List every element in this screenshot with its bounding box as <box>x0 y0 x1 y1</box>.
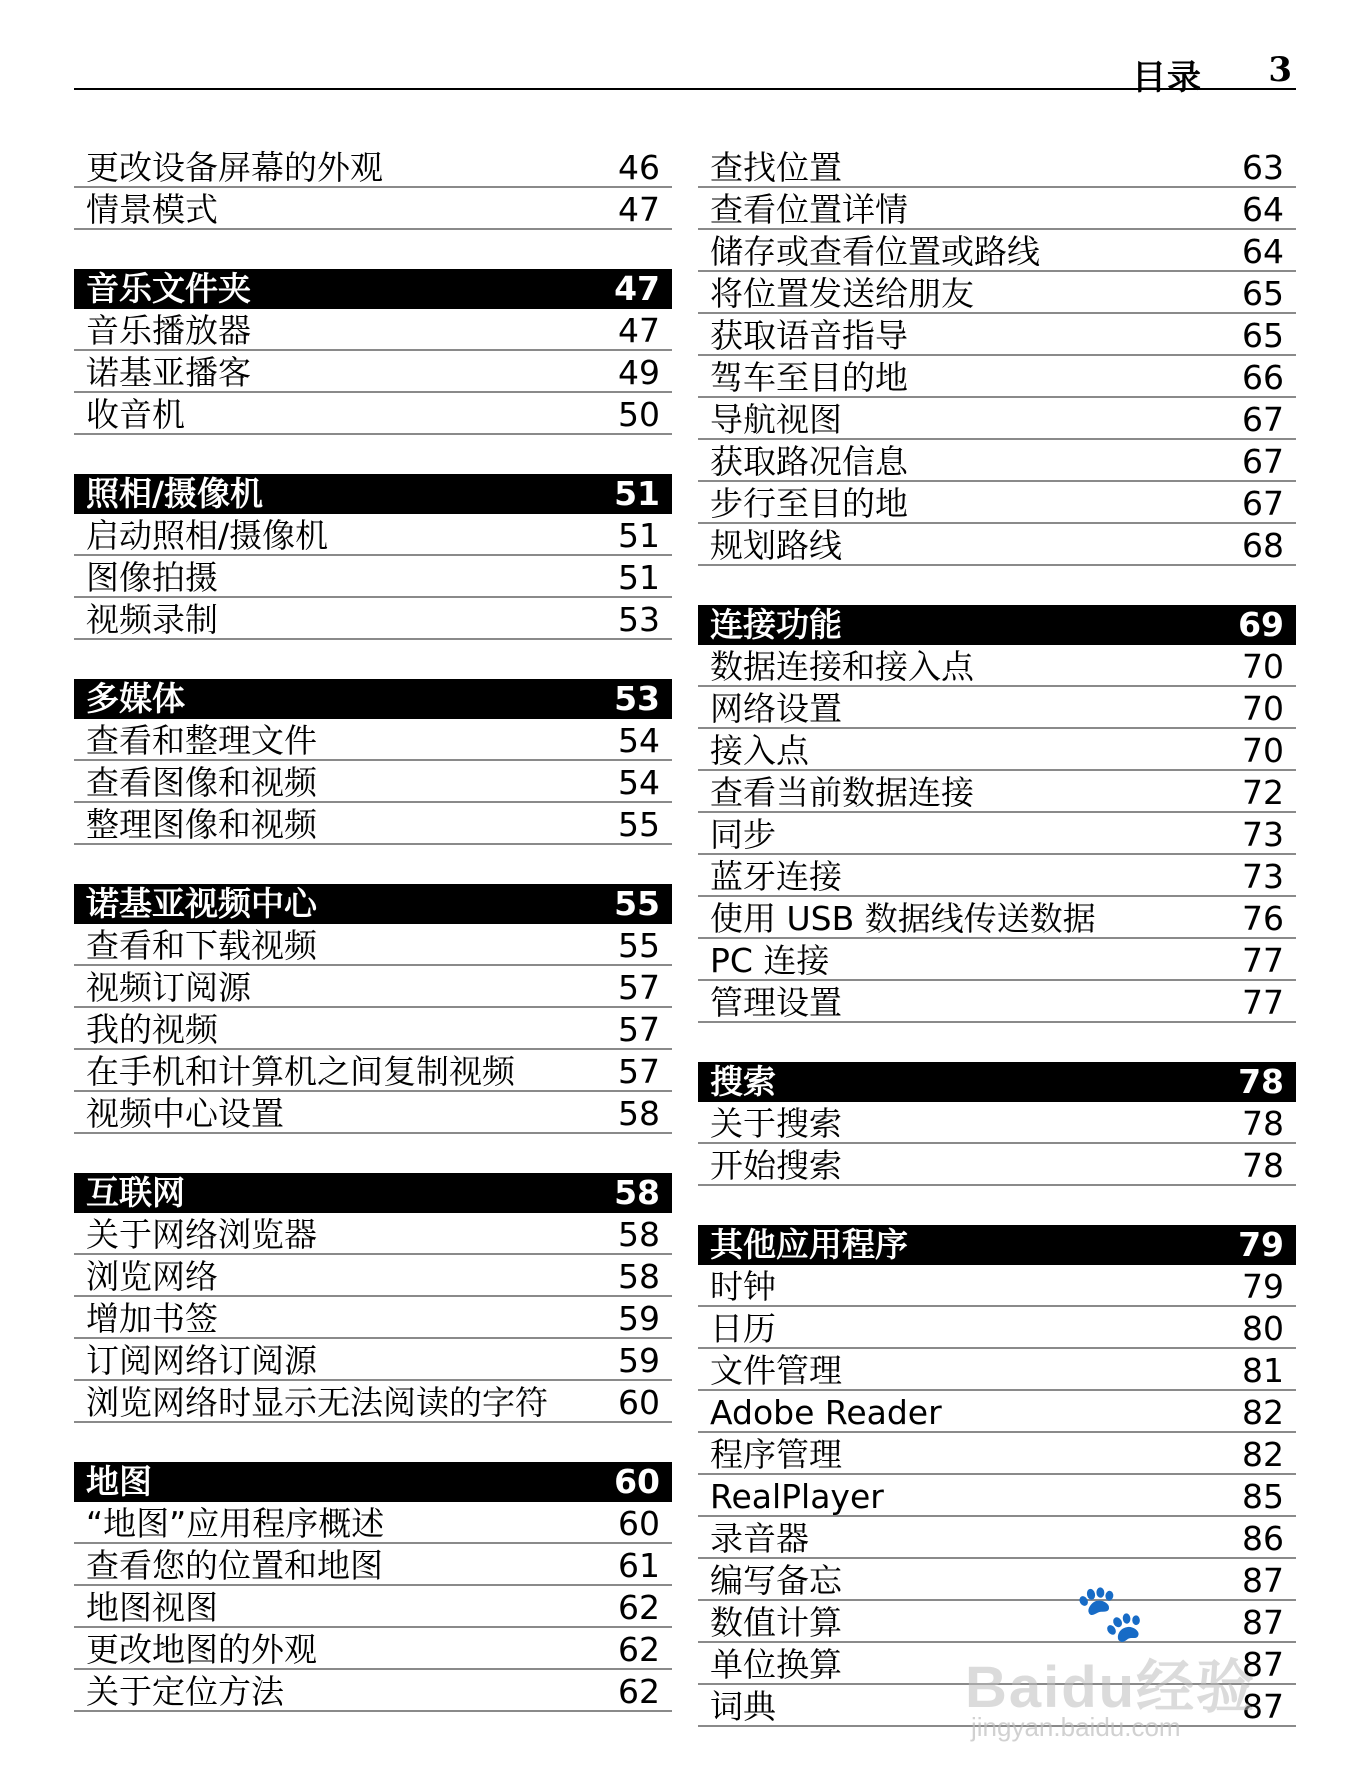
section-heading-page: 53 <box>614 679 660 718</box>
toc-entry[interactable] <box>698 314 1296 356</box>
toc-entry-page: 49 <box>618 353 660 392</box>
toc-entry[interactable] <box>698 813 1296 855</box>
toc-entry-page: 79 <box>1242 1267 1284 1306</box>
toc-entry-label: 关于网络浏览器 <box>86 1215 317 1254</box>
toc-entry-label: 收音机 <box>86 395 185 434</box>
toc-entry-label: 查看和下载视频 <box>86 926 317 965</box>
section-heading[interactable] <box>698 1225 1296 1265</box>
toc-entry-page: 85 <box>1242 1477 1284 1516</box>
toc-entry-label: Adobe Reader <box>710 1393 942 1432</box>
toc-entry-page: 87 <box>1242 1561 1284 1600</box>
page-title: 目录 <box>1132 58 1202 98</box>
toc-entry-page: 54 <box>618 721 660 760</box>
toc-entry[interactable] <box>698 1102 1296 1144</box>
toc-entry-label: 时钟 <box>710 1267 776 1306</box>
toc-entry-label: 日历 <box>710 1309 776 1348</box>
toc-entry-label: 查看图像和视频 <box>86 763 317 802</box>
toc-entry-page: 57 <box>618 1010 660 1049</box>
toc-entry[interactable] <box>698 1475 1296 1517</box>
toc-entry-page: 78 <box>1242 1146 1284 1185</box>
toc-entry-label: 整理图像和视频 <box>86 805 317 844</box>
toc-entry-page: 51 <box>618 516 660 555</box>
section-heading-label: 其他应用程序 <box>710 1225 908 1264</box>
toc-entry-label: 词典 <box>710 1687 776 1726</box>
toc-entry[interactable] <box>74 924 672 966</box>
toc-entry-page: 58 <box>618 1094 660 1133</box>
toc-entry-label: 查看当前数据连接 <box>710 773 974 812</box>
toc-entry[interactable] <box>698 482 1296 524</box>
section-heading-page: 58 <box>614 1173 660 1212</box>
toc-entry-page: 51 <box>618 558 660 597</box>
toc-entry-label: 图像拍摄 <box>86 558 218 597</box>
toc-entry[interactable] <box>698 981 1296 1023</box>
toc-entry-page: 60 <box>618 1383 660 1422</box>
toc-entry[interactable] <box>698 897 1296 939</box>
toc-entry[interactable] <box>698 939 1296 981</box>
toc-entry-page: 63 <box>1242 148 1284 187</box>
toc-entry[interactable] <box>74 719 672 761</box>
toc-entry-label: 编写备忘 <box>710 1561 842 1600</box>
toc-section <box>74 474 672 640</box>
toc-entry[interactable] <box>74 1339 672 1381</box>
toc-entry-label: 关于定位方法 <box>86 1672 284 1711</box>
toc-entry[interactable] <box>698 1433 1296 1475</box>
section-heading-page: 47 <box>614 269 660 308</box>
section-heading-page: 69 <box>1238 605 1284 644</box>
toc-entry-label: 查看位置详情 <box>710 190 908 229</box>
toc-entry[interactable] <box>74 556 672 598</box>
toc-entry[interactable] <box>698 729 1296 771</box>
toc-entry-page: 46 <box>618 148 660 187</box>
toc-entry-label: 获取语音指导 <box>710 316 908 355</box>
toc-entry-page: 55 <box>618 926 660 965</box>
toc-entry[interactable] <box>74 966 672 1008</box>
toc-entry-label: 地图视图 <box>86 1588 218 1627</box>
toc-entry-page: 73 <box>1242 857 1284 896</box>
toc-entry-label: 我的视频 <box>86 1010 218 1049</box>
toc-entry-label: 浏览网络时显示无法阅读的字符 <box>86 1383 548 1422</box>
section-heading-page: 51 <box>614 474 660 513</box>
toc-entry[interactable] <box>74 1297 672 1339</box>
toc-entry-label: 导航视图 <box>710 400 842 439</box>
toc-entry-label: 接入点 <box>710 731 809 770</box>
toc-entry[interactable] <box>698 1559 1296 1601</box>
toc-entry[interactable] <box>74 1544 672 1586</box>
toc-entry[interactable] <box>74 514 672 556</box>
toc-entry-page: 47 <box>618 190 660 229</box>
toc-entry-label: 视频订阅源 <box>86 968 251 1007</box>
toc-entry-label: 开始搜索 <box>710 1146 842 1185</box>
toc-entry-label: 浏览网络 <box>86 1257 218 1296</box>
toc-entry[interactable] <box>74 1670 672 1712</box>
toc-entry-label: 规划路线 <box>710 526 842 565</box>
toc-entry-label: 蓝牙连接 <box>710 857 842 896</box>
toc-entry[interactable] <box>74 1213 672 1255</box>
toc-entry-label: 获取路况信息 <box>710 442 908 481</box>
toc-entry-page: 67 <box>1242 442 1284 481</box>
toc-entry-page: 67 <box>1242 484 1284 523</box>
toc-section <box>74 146 672 230</box>
toc-entry-page: 65 <box>1242 274 1284 313</box>
toc-entry-label: 增加书签 <box>86 1299 218 1338</box>
toc-entry-page: 64 <box>1242 190 1284 229</box>
toc-entry[interactable] <box>74 761 672 803</box>
section-heading[interactable] <box>698 605 1296 645</box>
toc-entry[interactable] <box>698 1643 1296 1685</box>
toc-section <box>698 1225 1296 1727</box>
toc-entry-page: 86 <box>1242 1519 1284 1558</box>
toc-entry-label: 驾车至目的地 <box>710 358 908 397</box>
section-heading-label: 音乐文件夹 <box>86 269 251 308</box>
toc-entry[interactable] <box>74 393 672 435</box>
toc-entry[interactable] <box>74 1255 672 1297</box>
toc-entry-page: 82 <box>1242 1435 1284 1474</box>
section-heading[interactable] <box>74 679 672 719</box>
toc-entry-label: 情景模式 <box>86 190 218 229</box>
toc-entry-page: 61 <box>618 1546 660 1585</box>
toc-entry-label: 关于搜索 <box>710 1104 842 1143</box>
toc-entry-page: 47 <box>618 311 660 350</box>
toc-entry-page: 77 <box>1242 941 1284 980</box>
toc-entry[interactable] <box>74 1586 672 1628</box>
section-heading-label: 连接功能 <box>710 605 842 644</box>
toc-entry[interactable] <box>698 356 1296 398</box>
toc-entry-label: 视频中心设置 <box>86 1094 284 1133</box>
toc-entry-page: 80 <box>1242 1309 1284 1348</box>
toc-entry[interactable] <box>698 524 1296 566</box>
toc-entry-page: 62 <box>618 1588 660 1627</box>
section-heading-label: 诺基亚视频中心 <box>86 884 317 923</box>
toc-entry-label: 文件管理 <box>710 1351 842 1390</box>
toc-entry-page: 87 <box>1242 1603 1284 1642</box>
toc-entry-page: 58 <box>618 1215 660 1254</box>
toc-entry[interactable] <box>74 1008 672 1050</box>
toc-entry-label: 音乐播放器 <box>86 311 251 350</box>
toc-entry[interactable] <box>74 1628 672 1670</box>
toc-entry[interactable] <box>698 1391 1296 1433</box>
toc-entry-page: 78 <box>1242 1104 1284 1143</box>
toc-entry-page: 77 <box>1242 983 1284 1022</box>
toc-entry-label: 数据连接和接入点 <box>710 647 974 686</box>
toc-column-right <box>698 146 1296 1766</box>
toc-entry-label: “地图”应用程序概述 <box>86 1504 385 1543</box>
toc-entry-page: 70 <box>1242 647 1284 686</box>
toc-entry-page: 70 <box>1242 731 1284 770</box>
section-heading-page: 60 <box>614 1462 660 1501</box>
toc-section <box>74 679 672 845</box>
toc-section <box>74 1462 672 1712</box>
toc-entry-label: 查看您的位置和地图 <box>86 1546 383 1585</box>
toc-entry[interactable] <box>698 1349 1296 1391</box>
toc-entry[interactable] <box>74 1502 672 1544</box>
toc-entry-page: 60 <box>618 1504 660 1543</box>
toc-entry[interactable] <box>74 1092 672 1134</box>
toc-entry[interactable] <box>74 803 672 845</box>
toc-entry-label: 储存或查看位置或路线 <box>710 232 1040 271</box>
toc-section <box>698 146 1296 566</box>
toc-entry-page: 67 <box>1242 400 1284 439</box>
toc-entry-label: 订阅网络订阅源 <box>86 1341 317 1380</box>
toc-entry-page: 72 <box>1242 773 1284 812</box>
toc-entry[interactable] <box>74 1381 672 1423</box>
toc-entry-page: 65 <box>1242 316 1284 355</box>
toc-entry[interactable] <box>698 1517 1296 1559</box>
section-heading[interactable] <box>74 1173 672 1213</box>
section-heading-label: 地图 <box>86 1462 152 1501</box>
toc-entry-page: 81 <box>1242 1351 1284 1390</box>
toc-entry-page: 57 <box>618 968 660 1007</box>
page-number: 3 <box>1268 50 1292 90</box>
toc-entry-label: 步行至目的地 <box>710 484 908 523</box>
toc-entry-page: 87 <box>1242 1645 1284 1684</box>
watermark-brand: Baidu经验 <box>965 1655 1257 1720</box>
toc-entry[interactable] <box>698 687 1296 729</box>
toc-entry[interactable] <box>698 1601 1296 1643</box>
toc-entry-label: 启动照相/摄像机 <box>86 516 329 555</box>
section-heading-label: 多媒体 <box>86 679 185 718</box>
toc-entry[interactable] <box>698 1265 1296 1307</box>
toc-entry[interactable] <box>698 272 1296 314</box>
toc-entry[interactable] <box>74 309 672 351</box>
toc-entry-page: 59 <box>618 1299 660 1338</box>
toc-entry-page: 54 <box>618 763 660 802</box>
toc-entry-page: 64 <box>1242 232 1284 271</box>
paw-icon: 🐾 <box>1075 1581 1145 1646</box>
toc-entry-label: 将位置发送给朋友 <box>710 274 974 313</box>
toc-entry-label: 查看和整理文件 <box>86 721 317 760</box>
toc-entry[interactable] <box>74 146 672 188</box>
toc-entry-page: 76 <box>1242 899 1284 938</box>
toc-entry[interactable] <box>698 188 1296 230</box>
toc-entry-page: 70 <box>1242 689 1284 728</box>
toc-entry-label: 同步 <box>710 815 776 854</box>
toc-entry[interactable] <box>698 1685 1296 1727</box>
section-heading-label: 照相/摄像机 <box>86 474 264 513</box>
section-heading-label: 搜索 <box>710 1062 776 1101</box>
toc-entry[interactable] <box>698 398 1296 440</box>
toc-entry[interactable] <box>698 1144 1296 1186</box>
toc-entry-label: 单位换算 <box>710 1645 842 1684</box>
toc-entry-label: PC 连接 <box>710 941 830 980</box>
toc-entry-page: 58 <box>618 1257 660 1296</box>
toc-section <box>698 605 1296 1023</box>
toc-entry-page: 55 <box>618 805 660 844</box>
toc-entry-label: 查找位置 <box>710 148 842 187</box>
section-heading-page: 79 <box>1238 1225 1284 1264</box>
toc-entry-label: 视频录制 <box>86 600 218 639</box>
page-header <box>74 44 1296 98</box>
section-heading[interactable] <box>74 269 672 309</box>
toc-entry-page: 66 <box>1242 358 1284 397</box>
toc-entry[interactable] <box>74 188 672 230</box>
toc-entry-page: 68 <box>1242 526 1284 565</box>
section-heading[interactable] <box>698 1062 1296 1102</box>
section-heading[interactable] <box>74 474 672 514</box>
toc-entry-label: 在手机和计算机之间复制视频 <box>86 1052 515 1091</box>
toc-entry[interactable] <box>74 351 672 393</box>
toc-entry-page: 87 <box>1242 1687 1284 1726</box>
toc-entry-label: 更改地图的外观 <box>86 1630 317 1669</box>
toc-entry[interactable] <box>698 440 1296 482</box>
toc-section <box>74 1173 672 1423</box>
toc-entry[interactable] <box>74 1050 672 1092</box>
toc-entry-page: 62 <box>618 1672 660 1711</box>
toc-entry-label: 管理设置 <box>710 983 842 1022</box>
toc-entry[interactable] <box>698 771 1296 813</box>
toc-entry-label: 数值计算 <box>710 1603 842 1642</box>
toc-entry-page: 50 <box>618 395 660 434</box>
toc-entry-page: 62 <box>618 1630 660 1669</box>
toc-entry-label: 程序管理 <box>710 1435 842 1474</box>
toc-entry[interactable] <box>74 598 672 640</box>
toc-entry-label: 使用 USB 数据线传送数据 <box>710 899 1096 938</box>
toc-entry-label: RealPlayer <box>710 1477 884 1516</box>
section-heading-page: 78 <box>1238 1062 1284 1101</box>
toc-entry-page: 57 <box>618 1052 660 1091</box>
toc-entry-label: 诺基亚播客 <box>86 353 251 392</box>
toc-entry-label: 更改设备屏幕的外观 <box>86 148 383 187</box>
toc-entry[interactable] <box>698 645 1296 687</box>
toc-section <box>698 1062 1296 1186</box>
toc-section <box>74 884 672 1134</box>
section-heading-page: 55 <box>614 884 660 923</box>
toc-section <box>74 269 672 435</box>
toc-entry-page: 73 <box>1242 815 1284 854</box>
toc-entry-page: 59 <box>618 1341 660 1380</box>
toc-entry-page: 82 <box>1242 1393 1284 1432</box>
toc-entry[interactable] <box>698 230 1296 272</box>
watermark-url: jingyan.baidu.com <box>971 1712 1181 1742</box>
section-heading[interactable] <box>74 884 672 924</box>
toc-entry-page: 53 <box>618 600 660 639</box>
toc-entry[interactable] <box>698 146 1296 188</box>
toc-column-left <box>74 146 672 1751</box>
toc-entry-label: 网络设置 <box>710 689 842 728</box>
toc-entry-label: 录音器 <box>710 1519 809 1558</box>
section-heading-label: 互联网 <box>86 1173 185 1212</box>
toc-entry[interactable] <box>698 1307 1296 1349</box>
section-heading[interactable] <box>74 1462 672 1502</box>
toc-entry[interactable] <box>698 855 1296 897</box>
